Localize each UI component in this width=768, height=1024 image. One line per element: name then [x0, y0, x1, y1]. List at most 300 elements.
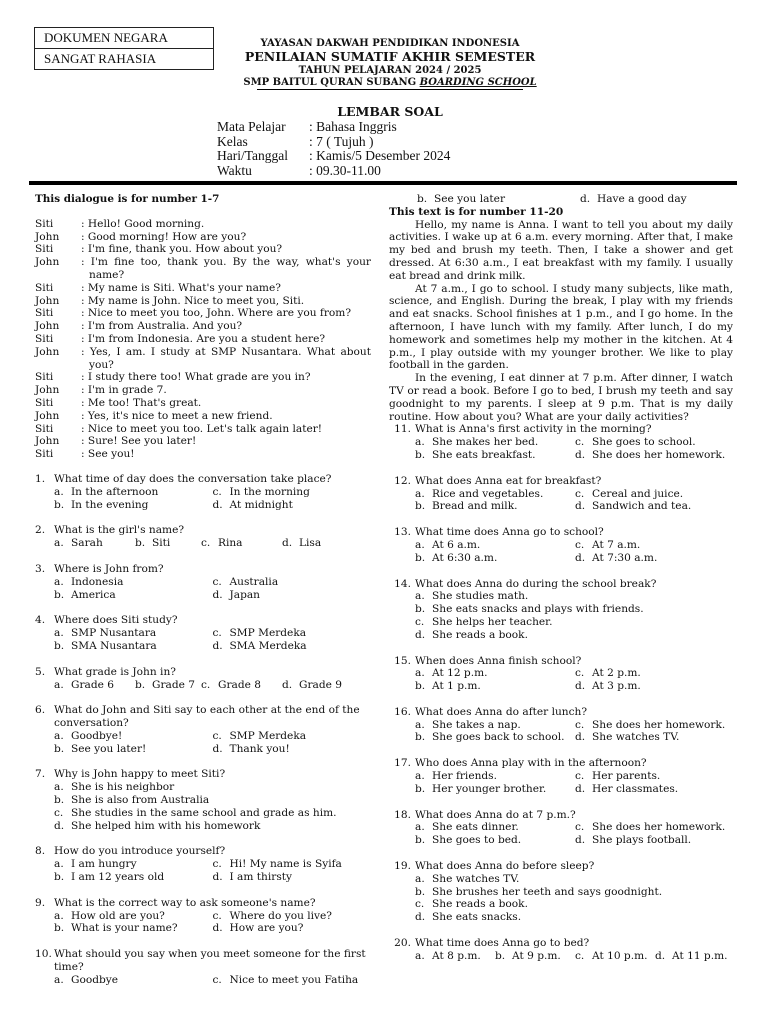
- option-letter: b.: [415, 603, 426, 616]
- option-text: She is also from Australia: [71, 794, 210, 807]
- answer-option[interactable]: [415, 783, 575, 796]
- option-text: Grade 9: [299, 678, 343, 691]
- question-number: 5.: [35, 665, 46, 678]
- school-underline: [257, 89, 523, 90]
- question-number: 4.: [35, 614, 46, 627]
- meta-key: Waktu: [217, 162, 252, 178]
- answer-option[interactable]: [54, 499, 213, 512]
- answer-option[interactable]: [575, 770, 733, 783]
- meta-key: Hari/Tanggal: [217, 148, 289, 163]
- dialogue-speaker: John: [35, 384, 60, 397]
- academic-year: TAHUN PELAJARAN 2024 / 2025: [298, 65, 482, 76]
- option-letter: b.: [415, 500, 426, 513]
- meta-value: : Bahasa Inggris: [309, 119, 397, 134]
- answer-option[interactable]: [282, 537, 371, 550]
- question-options: [35, 537, 371, 550]
- option-letter: a.: [54, 627, 64, 640]
- question-1: [35, 473, 371, 511]
- option-letter: c.: [201, 678, 211, 691]
- dialogue-line: [35, 243, 371, 256]
- dialogue-speaker: John: [35, 345, 60, 358]
- dialogue-text: : I'm fine too, thank you. By the way, what's your name?: [81, 256, 371, 281]
- answer-option[interactable]: [54, 743, 213, 756]
- option-letter: a.: [54, 485, 64, 498]
- option-letter: a.: [415, 436, 425, 449]
- answer-option[interactable]: [213, 743, 372, 756]
- question-number: 1.: [35, 472, 46, 485]
- answer-option[interactable]: [415, 436, 575, 449]
- option-text: Sarah: [71, 537, 103, 550]
- header-rule: [29, 181, 737, 185]
- question-text: What time does Anna go to bed?: [415, 937, 590, 950]
- answer-option[interactable]: [201, 537, 282, 550]
- option-text: I am thirsty: [229, 871, 292, 884]
- answer-option[interactable]: [415, 834, 575, 847]
- question-options: [35, 679, 371, 692]
- option-text: She eats dinner.: [432, 821, 519, 834]
- option-letter: c.: [212, 909, 222, 922]
- option-letter: c.: [54, 806, 64, 819]
- question-number: 6.: [35, 704, 46, 717]
- option-text: Have a good day: [597, 193, 687, 205]
- option-text: She watches TV.: [432, 872, 520, 885]
- reading-passage: [389, 219, 733, 424]
- answer-option[interactable]: [415, 449, 575, 462]
- answer-option[interactable]: [54, 576, 213, 589]
- question-options: [389, 719, 733, 745]
- answer-option[interactable]: [575, 500, 733, 513]
- question-stem: [389, 937, 733, 950]
- dialogue-text: : I'm fine, thank you. How about you?: [81, 243, 283, 256]
- dialogue-speaker: Siti: [35, 422, 54, 435]
- option-letter: c.: [575, 436, 585, 449]
- option-letter: d.: [575, 448, 586, 461]
- dialogue-speaker: John: [35, 409, 60, 422]
- option-letter: c.: [415, 615, 425, 628]
- option-text: Her classmates.: [592, 782, 679, 795]
- answer-option[interactable]: [54, 537, 135, 550]
- question-text: What does Anna do during the school break?: [415, 577, 657, 590]
- reading-paragraph: Hello, my name is Anna. I want to tell you about my daily activities. I wake up at 6 a.m. every morning. After that, I make my bed and brush my teeth. Then, I take a shower and get dressed. At 6:30 a.m., I eat breakfast with my family. I usually eat bread and drink milk.: [389, 218, 733, 282]
- dialogue-line: [35, 333, 371, 346]
- dialogue-line: [35, 435, 371, 448]
- question-5: [35, 666, 371, 692]
- question-19: [389, 860, 733, 924]
- option-text: SMP Merdeka: [229, 729, 307, 742]
- answer-option[interactable]: [54, 486, 213, 499]
- option-letter: a.: [415, 821, 425, 834]
- question-stem: [389, 578, 733, 591]
- question-options: [389, 488, 733, 514]
- answer-option[interactable]: [54, 974, 213, 987]
- question-text: What time does Anna go to school?: [415, 526, 604, 539]
- question-stem: [35, 614, 371, 627]
- reading-title: This text is for number 11-20: [389, 205, 564, 218]
- option-letter: b.: [135, 537, 146, 550]
- option-text: She studies math.: [432, 590, 529, 603]
- answer-option[interactable]: [54, 871, 213, 884]
- answer-option[interactable]: [415, 886, 733, 899]
- dialogue: [35, 218, 371, 461]
- dialogue-line: [35, 256, 371, 282]
- dialogue-line: [35, 397, 371, 410]
- option-text: Rice and vegetables.: [432, 487, 544, 500]
- option-letter: c.: [575, 718, 585, 731]
- option-text: Bread and milk.: [432, 500, 518, 513]
- answer-option[interactable]: [213, 486, 372, 499]
- dialogue-text: : Nice to meet you too. Let's talk again later!: [81, 422, 323, 435]
- answer-option[interactable]: [415, 552, 575, 565]
- answer-option[interactable]: [575, 821, 733, 834]
- question-options: [389, 821, 733, 847]
- question-text: What is the girl's name?: [54, 524, 185, 537]
- question-11: [389, 423, 733, 461]
- option-letter: b.: [415, 551, 426, 564]
- answer-option[interactable]: [213, 974, 372, 987]
- answer-option[interactable]: [575, 719, 733, 732]
- option-letter: d.: [54, 819, 65, 832]
- option-letter: a.: [54, 858, 64, 871]
- option-text: At 6 a.m.: [432, 538, 481, 551]
- answer-option[interactable]: [201, 679, 282, 692]
- option-letter: d.: [282, 678, 293, 691]
- document-class-box: [34, 27, 214, 49]
- option-letter: a.: [415, 538, 425, 551]
- option-letter: b.: [415, 731, 426, 744]
- answer-option[interactable]: [213, 730, 372, 743]
- option-text: She eats breakfast.: [432, 448, 536, 461]
- option-letter: b.: [54, 742, 65, 755]
- answer-option[interactable]: [575, 488, 733, 501]
- option-text: Her younger brother.: [432, 782, 547, 795]
- answer-option[interactable]: [213, 576, 372, 589]
- option-text: At 11 p.m.: [672, 949, 728, 962]
- foundation-name: YAYASAN DAKWAH PENDIDIKAN INDONESIA: [260, 38, 520, 49]
- answer-option[interactable]: [415, 590, 733, 603]
- answer-option[interactable]: [415, 911, 733, 924]
- option-letter: d.: [655, 949, 666, 962]
- question-stem: [35, 524, 371, 537]
- option-letter: b.: [54, 871, 65, 884]
- secrecy-box: [34, 48, 214, 70]
- dialogue-speaker: Siti: [35, 371, 54, 384]
- answer-option[interactable]: [415, 873, 733, 886]
- option-letter: b.: [54, 794, 65, 807]
- option-text: She helps her teacher.: [432, 615, 553, 628]
- option-letter: c.: [212, 858, 222, 871]
- option-text: She goes to school.: [592, 436, 696, 449]
- option-letter: d.: [580, 193, 591, 205]
- option-letter: a.: [54, 973, 64, 986]
- dialogue-speaker: Siti: [35, 243, 54, 256]
- option-text: How are you?: [229, 922, 304, 935]
- option-letter: a.: [415, 949, 425, 962]
- question-15: [389, 655, 733, 693]
- option-letter: d.: [575, 782, 586, 795]
- dialogue-text: : Hello! Good morning.: [81, 217, 205, 230]
- option-text: She does her homework.: [592, 821, 726, 834]
- question-text: Where is John from?: [54, 562, 164, 575]
- option-text: She is his neighbor: [71, 781, 175, 794]
- answer-option[interactable]: [54, 640, 213, 653]
- answer-option[interactable]: [495, 950, 575, 963]
- option-letter: d.: [212, 922, 223, 935]
- meta-key: Kelas: [217, 133, 248, 149]
- answer-option[interactable]: [575, 731, 733, 744]
- answer-option[interactable]: [54, 781, 371, 794]
- option-text: Grade 8: [218, 678, 262, 691]
- answer-option[interactable]: [415, 488, 575, 501]
- answer-option[interactable]: [415, 821, 575, 834]
- question-number: 12.: [394, 474, 411, 487]
- answer-option[interactable]: [415, 539, 575, 552]
- right-questions: [389, 423, 733, 962]
- option-text: She makes her bed.: [432, 436, 539, 449]
- option-text: America: [71, 588, 116, 601]
- question-number: 20.: [394, 937, 411, 950]
- option-text: She eats snacks and plays with friends.: [432, 603, 644, 616]
- option-letter: c.: [575, 538, 585, 551]
- option-letter: c.: [415, 898, 425, 911]
- dialogue-text: : Good morning! How are you?: [81, 230, 247, 243]
- answer-option[interactable]: [282, 679, 371, 692]
- option-letter: d.: [575, 731, 586, 744]
- meta-row: [217, 135, 450, 150]
- question-stem: [35, 768, 371, 781]
- answer-option[interactable]: [213, 640, 372, 653]
- option-letter: c.: [575, 667, 585, 680]
- answer-option[interactable]: [575, 667, 733, 680]
- meta-key: Mata Pelajar: [217, 119, 286, 134]
- answer-option[interactable]: [135, 679, 201, 692]
- answer-option[interactable]: [54, 794, 371, 807]
- answer-option[interactable]: [54, 627, 213, 640]
- option-text: Indonesia: [71, 575, 124, 588]
- question-stem: [389, 655, 733, 668]
- school-name-main: SMP BAITUL QURAN SUBANG: [243, 77, 420, 88]
- answer-option[interactable]: [415, 731, 575, 744]
- option-text: At midnight: [229, 498, 293, 511]
- answer-option[interactable]: [415, 770, 575, 783]
- answer-option[interactable]: [54, 910, 213, 923]
- option-text: Grade 6: [71, 678, 115, 691]
- answer-option[interactable]: [415, 629, 733, 642]
- answer-option[interactable]: [575, 950, 655, 963]
- option-text: In the afternoon: [71, 485, 159, 498]
- option-letter: d.: [212, 498, 223, 511]
- question-stem: [35, 948, 371, 974]
- option-letter: b.: [135, 678, 146, 691]
- option-letter: b.: [415, 885, 426, 898]
- question-number: 18.: [394, 808, 411, 821]
- option-letter: a.: [415, 770, 425, 783]
- option-letter: a.: [54, 909, 64, 922]
- answer-option[interactable]: [417, 193, 580, 206]
- answer-option[interactable]: [415, 500, 575, 513]
- question-stem: [35, 563, 371, 576]
- answer-option[interactable]: [54, 807, 371, 820]
- dialogue-text: : I study there too! What grade are you in?: [81, 371, 311, 384]
- option-letter: b.: [54, 922, 65, 935]
- option-text: I am hungry: [71, 858, 137, 871]
- dialogue-speaker: Siti: [35, 332, 54, 345]
- answer-option[interactable]: [580, 193, 733, 206]
- question-stem: [35, 897, 371, 910]
- dialogue-speaker: Siti: [35, 217, 54, 230]
- dialogue-text: : I'm in grade 7.: [81, 384, 167, 397]
- option-letter: d.: [282, 537, 293, 550]
- question-12: [389, 475, 733, 513]
- document-class-label: DOKUMEN NEGARA: [44, 30, 168, 45]
- option-letter: b.: [415, 680, 426, 693]
- left-column: [35, 193, 371, 987]
- option-letter: c.: [575, 821, 585, 834]
- answer-option[interactable]: [415, 680, 575, 693]
- option-text: Goodbye: [71, 973, 119, 986]
- dialogue-text: : My name is Siti. What's your name?: [81, 281, 281, 294]
- answer-option[interactable]: [54, 589, 213, 602]
- answer-option[interactable]: [213, 627, 372, 640]
- answer-option[interactable]: [415, 603, 733, 616]
- option-letter: a.: [415, 487, 425, 500]
- dialogue-speaker: John: [35, 230, 60, 243]
- answer-option[interactable]: [213, 858, 372, 871]
- answer-option[interactable]: [655, 950, 733, 963]
- option-letter: d.: [575, 551, 586, 564]
- option-letter: c.: [201, 537, 211, 550]
- question-options: [35, 576, 371, 602]
- answer-option[interactable]: [54, 679, 135, 692]
- option-letter: c.: [212, 729, 222, 742]
- answer-option[interactable]: [575, 539, 733, 552]
- answer-option[interactable]: [575, 449, 733, 462]
- question-options: [389, 667, 733, 693]
- option-letter: a.: [415, 872, 425, 885]
- answer-option[interactable]: [415, 667, 575, 680]
- option-text: Her parents.: [592, 770, 661, 783]
- answer-option[interactable]: [213, 910, 372, 923]
- question-stem: [389, 526, 733, 539]
- option-letter: d.: [415, 628, 426, 641]
- dialogue-speaker: John: [35, 320, 60, 333]
- question-number: 19.: [394, 860, 411, 873]
- question-options: [389, 436, 733, 462]
- question-6: [35, 704, 371, 755]
- option-text: What is your name?: [71, 922, 178, 935]
- question-text: What do John and Siti say to each other at the end of the conversation?: [54, 704, 360, 730]
- option-text: Goodbye!: [71, 729, 123, 742]
- option-text: She helped him with his homework: [71, 819, 261, 832]
- question-8: [35, 845, 371, 883]
- question-text: What does Anna do at 7 p.m.?: [415, 808, 576, 821]
- question-13: [389, 526, 733, 564]
- question-10: [35, 948, 371, 986]
- dialogue-speaker: John: [35, 294, 60, 307]
- question-number: 15.: [394, 654, 411, 667]
- answer-option[interactable]: [54, 730, 213, 743]
- answer-option[interactable]: [575, 680, 733, 693]
- question-text: Who does Anna play with in the afternoon?: [415, 757, 647, 770]
- option-text: At 3 p.m.: [592, 680, 641, 693]
- dialogue-text: : Nice to meet you too, John. Where are you from?: [81, 307, 352, 320]
- option-text: At 9 p.m.: [512, 949, 561, 962]
- dialogue-line: [35, 448, 371, 461]
- answer-option[interactable]: [415, 719, 575, 732]
- option-letter: d.: [415, 911, 426, 924]
- question-stem: [389, 475, 733, 488]
- option-text: I am 12 years old: [71, 871, 165, 884]
- question-text: What is the correct way to ask someone's name?: [54, 896, 316, 909]
- dialogue-line: [35, 423, 371, 436]
- answer-option[interactable]: [575, 552, 733, 565]
- option-text: SMP Nusantara: [71, 627, 157, 640]
- dialogue-speaker: John: [35, 256, 60, 269]
- answer-option[interactable]: [415, 616, 733, 629]
- option-text: She takes a nap.: [432, 718, 521, 731]
- option-letter: b.: [415, 782, 426, 795]
- exam-title: PENILAIAN SUMATIF AKHIR SEMESTER: [244, 49, 536, 64]
- answer-option[interactable]: [54, 820, 371, 833]
- option-letter: b.: [54, 639, 65, 652]
- answer-option[interactable]: [575, 436, 733, 449]
- answer-option[interactable]: [575, 834, 733, 847]
- dialogue-line: [35, 320, 371, 333]
- option-text: At 6:30 a.m.: [432, 551, 498, 564]
- question-options: [35, 730, 371, 756]
- option-text: She does her homework.: [592, 448, 726, 461]
- answer-option[interactable]: [213, 922, 372, 935]
- question-14: [389, 578, 733, 642]
- sheet-title: LEMBAR SOAL: [337, 104, 443, 119]
- option-letter: d.: [212, 639, 223, 652]
- option-letter: c.: [212, 575, 222, 588]
- question-text: What grade is John in?: [54, 665, 176, 678]
- question-2: [35, 524, 371, 550]
- answer-option[interactable]: [135, 537, 201, 550]
- dialogue-title: This dialogue is for number 1-7: [35, 193, 220, 205]
- option-text: Thank you!: [229, 742, 290, 755]
- dialogue-text: : Me too! That's great.: [81, 396, 202, 409]
- answer-option[interactable]: [54, 858, 213, 871]
- answer-option[interactable]: [213, 589, 372, 602]
- option-letter: d.: [575, 834, 586, 847]
- dialogue-line: [35, 346, 371, 372]
- answer-option[interactable]: [415, 898, 733, 911]
- option-text: Her friends.: [432, 770, 497, 783]
- question-number: 17.: [394, 757, 411, 770]
- secrecy-label: SANGAT RAHASIA: [44, 51, 157, 66]
- question-9: [35, 897, 371, 935]
- option-text: Where do you live?: [229, 909, 332, 922]
- answer-option[interactable]: [54, 922, 213, 935]
- option-text: Australia: [229, 575, 279, 588]
- option-text: See you later: [434, 193, 506, 205]
- meta-row: [217, 149, 450, 164]
- answer-option[interactable]: [213, 499, 372, 512]
- option-letter: b.: [415, 448, 426, 461]
- option-text: In the evening: [71, 498, 149, 511]
- option-text: At 2 p.m.: [592, 667, 641, 680]
- question-number: 13.: [394, 526, 411, 539]
- dialogue-text: : Yes, I am. I study at SMP Nusantara. What about you?: [81, 345, 371, 371]
- question-stem: [389, 809, 733, 822]
- option-letter: a.: [54, 729, 64, 742]
- answer-option[interactable]: [575, 783, 733, 796]
- answer-option[interactable]: [213, 871, 372, 884]
- question-number: 3.: [35, 562, 46, 575]
- dialogue-line: [35, 371, 371, 384]
- answer-option[interactable]: [415, 950, 495, 963]
